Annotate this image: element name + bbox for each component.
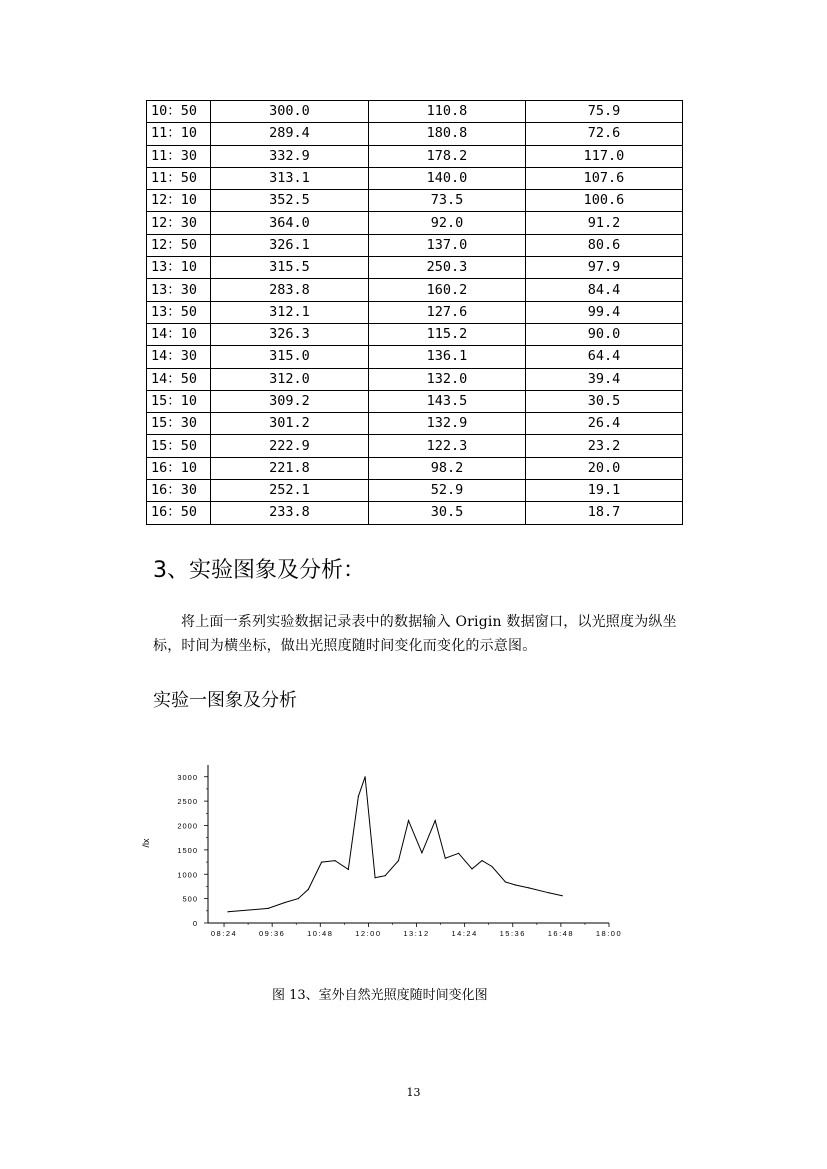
figure-caption: 图 13、室外自然光照度随时间变化图 <box>272 988 488 1003</box>
value-cell: 115.2 <box>369 323 526 345</box>
value-cell: 84.4 <box>526 279 683 301</box>
value-cell: 313.1 <box>211 167 369 189</box>
value-cell: 18.7 <box>526 502 683 524</box>
table-row <box>147 390 683 412</box>
value-cell: 117.0 <box>526 145 683 167</box>
data-point <box>481 860 482 861</box>
data-point <box>528 887 529 888</box>
time-cell: 11：10 <box>147 123 211 145</box>
table-row <box>147 257 683 279</box>
time-cell: 15：30 <box>147 413 211 435</box>
x-tick-label: 15:36 <box>499 929 526 938</box>
time-cell: 14：50 <box>147 368 211 390</box>
time-cell: 12：10 <box>147 190 211 212</box>
value-cell: 73.5 <box>369 190 526 212</box>
value-cell: 30.5 <box>369 502 526 524</box>
table-row <box>147 413 683 435</box>
body-paragraph: 将上面一系列实验数据记录表中的数据输入 Origin 数据窗口，以光照度为纵坐标，时间为横坐标，做出光照度随时间变化而变化的示意图。 <box>153 614 677 654</box>
x-tick-label: 13:12 <box>403 929 430 938</box>
time-cell: 13：50 <box>147 301 211 323</box>
table-row <box>147 457 683 479</box>
table-row <box>147 502 683 524</box>
page-number: 13 <box>406 1086 421 1099</box>
table-row <box>147 212 683 234</box>
table-row <box>147 279 683 301</box>
data-point <box>562 895 563 896</box>
data-point <box>548 892 549 893</box>
value-cell: 352.5 <box>211 190 369 212</box>
value-cell: 52.9 <box>369 480 526 502</box>
value-cell: 178.2 <box>369 145 526 167</box>
value-cell: 283.8 <box>211 279 369 301</box>
value-cell: 64.4 <box>526 346 683 368</box>
value-cell: 312.1 <box>211 301 369 323</box>
y-tick-label: 0 <box>192 919 198 928</box>
value-cell: 100.6 <box>526 190 683 212</box>
time-cell: 16：10 <box>147 457 211 479</box>
data-point <box>515 884 516 885</box>
value-cell: 221.8 <box>211 457 369 479</box>
value-cell: 222.9 <box>211 435 369 457</box>
sub-heading: 实验一图象及分析 <box>153 690 297 711</box>
time-cell: 12：50 <box>147 234 211 256</box>
time-cell: 10：50 <box>147 101 211 123</box>
y-axis-label: /lx <box>141 838 151 848</box>
data-point <box>284 902 285 903</box>
table-row <box>147 101 683 123</box>
value-cell: 19.1 <box>526 480 683 502</box>
x-tick-label: 14:24 <box>451 929 478 938</box>
chart-series <box>227 776 562 912</box>
table-row <box>147 368 683 390</box>
value-cell: 92.0 <box>369 212 526 234</box>
y-tick-label: 2500 <box>177 797 198 807</box>
value-cell: 98.2 <box>369 457 526 479</box>
value-cell: 137.0 <box>369 234 526 256</box>
y-tick-label: 500 <box>182 894 198 904</box>
data-table <box>146 100 683 525</box>
time-cell: 11：50 <box>147 167 211 189</box>
value-cell: 132.0 <box>369 368 526 390</box>
data-point <box>505 881 506 882</box>
data-point <box>268 908 269 909</box>
time-cell: 13：30 <box>147 279 211 301</box>
data-point <box>458 853 459 854</box>
value-cell: 107.6 <box>526 167 683 189</box>
value-cell: 80.6 <box>526 234 683 256</box>
data-point <box>308 889 309 890</box>
table-row <box>147 123 683 145</box>
value-cell: 122.3 <box>369 435 526 457</box>
value-cell: 99.4 <box>526 301 683 323</box>
value-cell: 252.1 <box>211 480 369 502</box>
value-cell: 326.1 <box>211 234 369 256</box>
data-point <box>375 877 376 878</box>
value-cell: 110.8 <box>369 101 526 123</box>
value-cell: 301.2 <box>211 413 369 435</box>
time-cell: 15：50 <box>147 435 211 457</box>
data-point <box>435 820 436 821</box>
time-cell: 14：10 <box>147 323 211 345</box>
x-tick-label: 10:48 <box>307 929 334 938</box>
data-point <box>385 875 386 876</box>
time-cell: 16：50 <box>147 502 211 524</box>
time-cell: 15：10 <box>147 390 211 412</box>
x-tick-label: 16:48 <box>547 929 575 938</box>
time-cell: 14：30 <box>147 346 211 368</box>
table-row <box>147 234 683 256</box>
x-tick-label: 12:00 <box>355 929 382 938</box>
data-point <box>471 868 472 869</box>
time-cell: 16：30 <box>147 480 211 502</box>
value-cell: 250.3 <box>369 257 526 279</box>
value-cell: 300.0 <box>211 101 369 123</box>
time-cell: 12：30 <box>147 212 211 234</box>
value-cell: 26.4 <box>526 413 683 435</box>
value-cell: 20.0 <box>526 457 683 479</box>
data-point <box>227 911 228 912</box>
value-cell: 326.3 <box>211 323 369 345</box>
value-cell: 90.0 <box>526 323 683 345</box>
y-tick-label: 2000 <box>177 821 198 831</box>
time-cell: 13：10 <box>147 257 211 279</box>
x-tick-label: 18:00 <box>595 929 623 938</box>
value-cell: 39.4 <box>526 368 683 390</box>
data-point <box>421 852 422 853</box>
value-cell: 72.6 <box>526 123 683 145</box>
data-point <box>445 858 446 859</box>
value-cell: 315.0 <box>211 346 369 368</box>
data-point <box>365 776 366 777</box>
table-row <box>147 346 683 368</box>
y-tick-label: 1500 <box>177 845 198 855</box>
table-row <box>147 167 683 189</box>
data-point <box>334 860 335 861</box>
table-row <box>147 190 683 212</box>
time-cell: 11：30 <box>147 145 211 167</box>
illuminance-line <box>228 777 562 912</box>
data-point <box>298 898 299 899</box>
y-tick-label: 1000 <box>177 870 198 880</box>
data-point <box>321 862 322 863</box>
value-cell: 160.2 <box>369 279 526 301</box>
data-point <box>358 796 359 797</box>
table-row <box>147 145 683 167</box>
section-heading: 3、实验图象及分析： <box>153 558 365 583</box>
illuminance-chart <box>135 755 625 950</box>
value-cell: 143.5 <box>369 390 526 412</box>
value-cell: 140.0 <box>369 167 526 189</box>
value-cell: 289.4 <box>211 123 369 145</box>
y-tick-label: 3000 <box>177 772 198 782</box>
data-point <box>398 860 399 861</box>
table-row <box>147 323 683 345</box>
value-cell: 312.0 <box>211 368 369 390</box>
value-cell: 136.1 <box>369 346 526 368</box>
data-point <box>348 869 349 870</box>
value-cell: 364.0 <box>211 212 369 234</box>
table-row <box>147 480 683 502</box>
table-row <box>147 435 683 457</box>
data-point <box>491 866 492 867</box>
value-cell: 91.2 <box>526 212 683 234</box>
value-cell: 97.9 <box>526 257 683 279</box>
value-cell: 309.2 <box>211 390 369 412</box>
table-row <box>147 301 683 323</box>
value-cell: 180.8 <box>369 123 526 145</box>
value-cell: 332.9 <box>211 145 369 167</box>
data-point <box>408 820 409 821</box>
value-cell: 233.8 <box>211 502 369 524</box>
value-cell: 315.5 <box>211 257 369 279</box>
value-cell: 132.9 <box>369 413 526 435</box>
value-cell: 30.5 <box>526 390 683 412</box>
x-tick-label: 09:36 <box>259 929 286 938</box>
value-cell: 127.6 <box>369 301 526 323</box>
value-cell: 23.2 <box>526 435 683 457</box>
table-body <box>147 101 683 525</box>
x-tick-label: 08:24 <box>210 929 238 938</box>
value-cell: 75.9 <box>526 101 683 123</box>
chart-axes <box>208 765 609 923</box>
